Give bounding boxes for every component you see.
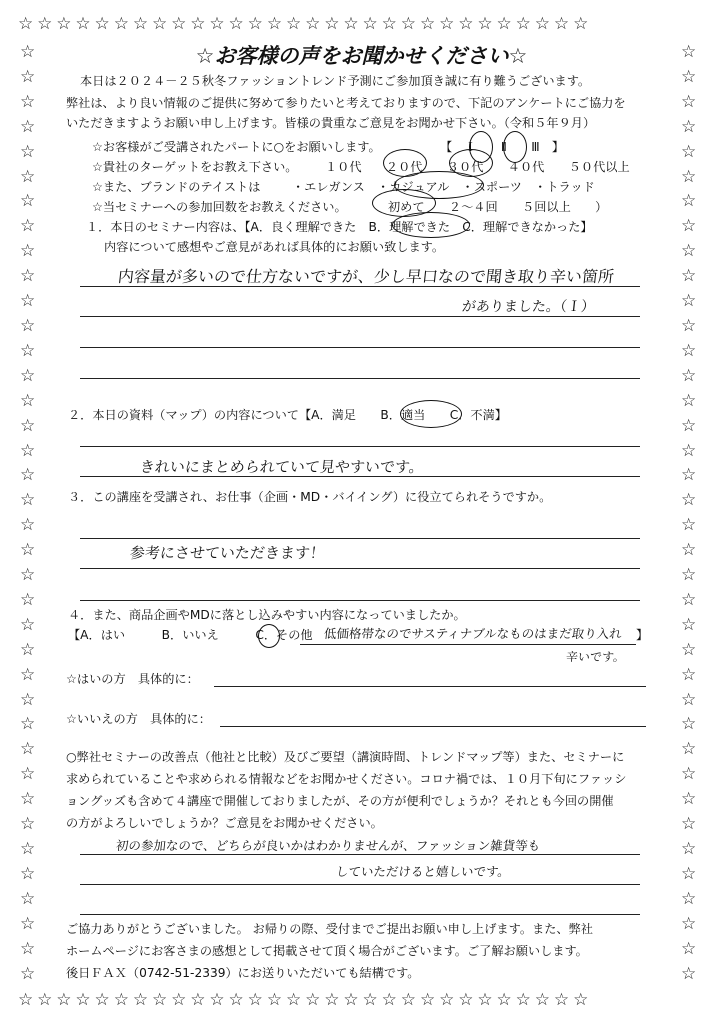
answer-line — [220, 726, 646, 727]
q1-answer-line-2: がありました。（Ｉ） — [461, 299, 596, 315]
q1-answer-line-1: 内容量が多いので仕方ないですが、少し早口なので聞き取り辛い箇所 — [116, 267, 615, 286]
circle-mark-understood — [392, 212, 470, 238]
part-question: ☆お客様がご受講されたパートに○をお願いします。 — [92, 140, 381, 154]
q4-answer-line-2: 辛いです。 — [565, 650, 626, 664]
answer-line — [80, 476, 640, 477]
answer-line — [80, 286, 640, 287]
intro-line-3: いただきますようお願い申し上げます。皆様の貴重なご意見をお聞かせ下さい。（令和５年９月） — [66, 116, 596, 130]
q3-question: ３．この講座を受講され、お仕事（企画・MD・バイイング）に役立てられそうですか。 — [68, 490, 552, 504]
answer-line — [80, 538, 640, 539]
count-question: ☆当セミナーへの参加回数をお教えください。 — [92, 200, 347, 214]
taste-options: ・エレガンス ・カジュアル ・スポーツ ・トラッド — [292, 180, 595, 194]
part-options: 【 Ｉ Ⅱ Ⅲ 】 — [440, 140, 565, 154]
closing-line-3: 後日ＦＡＸ（0742-51-2339）にお送りいただいても結構です。 — [66, 966, 420, 980]
answer-line — [300, 644, 636, 645]
circle-mark-other — [258, 624, 280, 648]
q1-sub-question: 内容について感想やご意見があれば具体的にお願い致します。 — [104, 240, 445, 254]
improve-line-3: ョングッズも含めて４講座で開催しておりましたが、その方が便利でしょうか？それとも今回の開催 — [66, 794, 614, 808]
q4-bracket: 】 — [636, 628, 649, 642]
no-specific-label: ☆いいえの方 具体的に： — [66, 712, 211, 726]
q1-question: １．本日のセミナー内容は、【A．良く理解できた B．理解できた C．理解できなかった】 — [86, 220, 593, 234]
answer-line — [80, 378, 640, 379]
q2-question: ２．本日の資料（マップ）の内容について【A．満足 B．適当 C．不満】 — [68, 408, 507, 422]
star-border-bottom: ☆☆☆☆☆☆☆☆☆☆☆☆☆☆☆☆☆☆☆☆☆☆☆☆☆☆☆☆☆☆ — [18, 990, 593, 1010]
circle-mark-appropriate — [400, 400, 462, 428]
q4-question: ４．また、商品企画やMDに落とし込みやすい内容になっていましたか。 — [68, 608, 466, 622]
taste-question: ☆また、ブランドのテイストは — [92, 180, 261, 194]
intro-line-1: 本日は２０２４－２５秋冬ファッショントレンド予測にご参加頂き誠に有り難うございます。 — [80, 74, 591, 88]
closing-line-1: ご協力ありがとうございました。 お帰りの際、受付までご提出お願い申し上げます。また、弊社 — [66, 922, 593, 936]
answer-line — [80, 914, 640, 915]
answer-line — [80, 884, 640, 885]
q2-answer: きれいにまとめられていて見やすいです。 — [139, 458, 425, 476]
intro-line-2: 弊社は、より良い情報のご提供に努めて参りたいと考えておりますので、下記のアンケートにご協力を — [66, 96, 626, 110]
answer-line — [214, 686, 646, 687]
q3-answer: 参考にさせていただきます！ — [129, 544, 326, 562]
answer-line — [80, 316, 640, 317]
yes-specific-label: ☆はいの方 具体的に： — [66, 672, 199, 686]
star-border-top: ☆☆☆☆☆☆☆☆☆☆☆☆☆☆☆☆☆☆☆☆☆☆☆☆☆☆☆☆☆☆ — [18, 14, 593, 34]
answer-line — [80, 347, 640, 348]
improve-line-4: の方がよろしいでしょうか？ご意見をお聞かせください。 — [66, 816, 383, 830]
closing-line-2: ホームページにお客さまの感想として掲載させて頂く場合がございます。ご了解お願いします。 — [66, 944, 588, 958]
star-border-right: ☆☆☆☆☆☆☆☆☆☆☆☆☆☆☆☆☆☆☆☆☆☆☆☆☆☆☆☆☆☆☆☆☆☆☆☆☆☆ — [681, 42, 697, 984]
q4-options: 【A．はい B．いいえ C．その他 — [68, 628, 313, 642]
answer-line — [80, 446, 640, 447]
target-question: ☆貴社のターゲットをお教え下さい。 — [92, 160, 298, 174]
improve-answer-line-2: していただけると嬉しいです。 — [335, 864, 511, 879]
improve-line-2: 求められていることや求められる情報などをお聞かせください。コロナ禍では、１０月下旬にファッシ — [66, 772, 627, 786]
improve-answer-line-1: 初の参加なので、どちらが良いかはわかりませんが、ファッション雑貨等も — [115, 838, 542, 853]
q4-answer-line-1: 低価格帯なのでサスティナブルなものはまだ取り入れ — [323, 626, 623, 641]
answer-line — [80, 568, 640, 569]
target-options: １０代 ２０代 ３０代 ４０代 ５０代以上 — [325, 160, 630, 174]
improve-line-1: ○弊社セミナーの改善点（他社と比較）及びご要望（講演時間、トレンドマップ等）また、セミナーに — [66, 750, 625, 764]
answer-line — [80, 854, 640, 855]
page-title: ☆お客様の声をお聞かせください☆ — [195, 44, 528, 68]
answer-line — [80, 600, 640, 601]
count-options: 初めて ２～４回 ５回以上 ） — [388, 200, 608, 214]
circle-mark-part-2 — [503, 131, 527, 163]
star-border-left: ☆☆☆☆☆☆☆☆☆☆☆☆☆☆☆☆☆☆☆☆☆☆☆☆☆☆☆☆☆☆☆☆☆☆☆☆☆☆ — [20, 42, 36, 984]
